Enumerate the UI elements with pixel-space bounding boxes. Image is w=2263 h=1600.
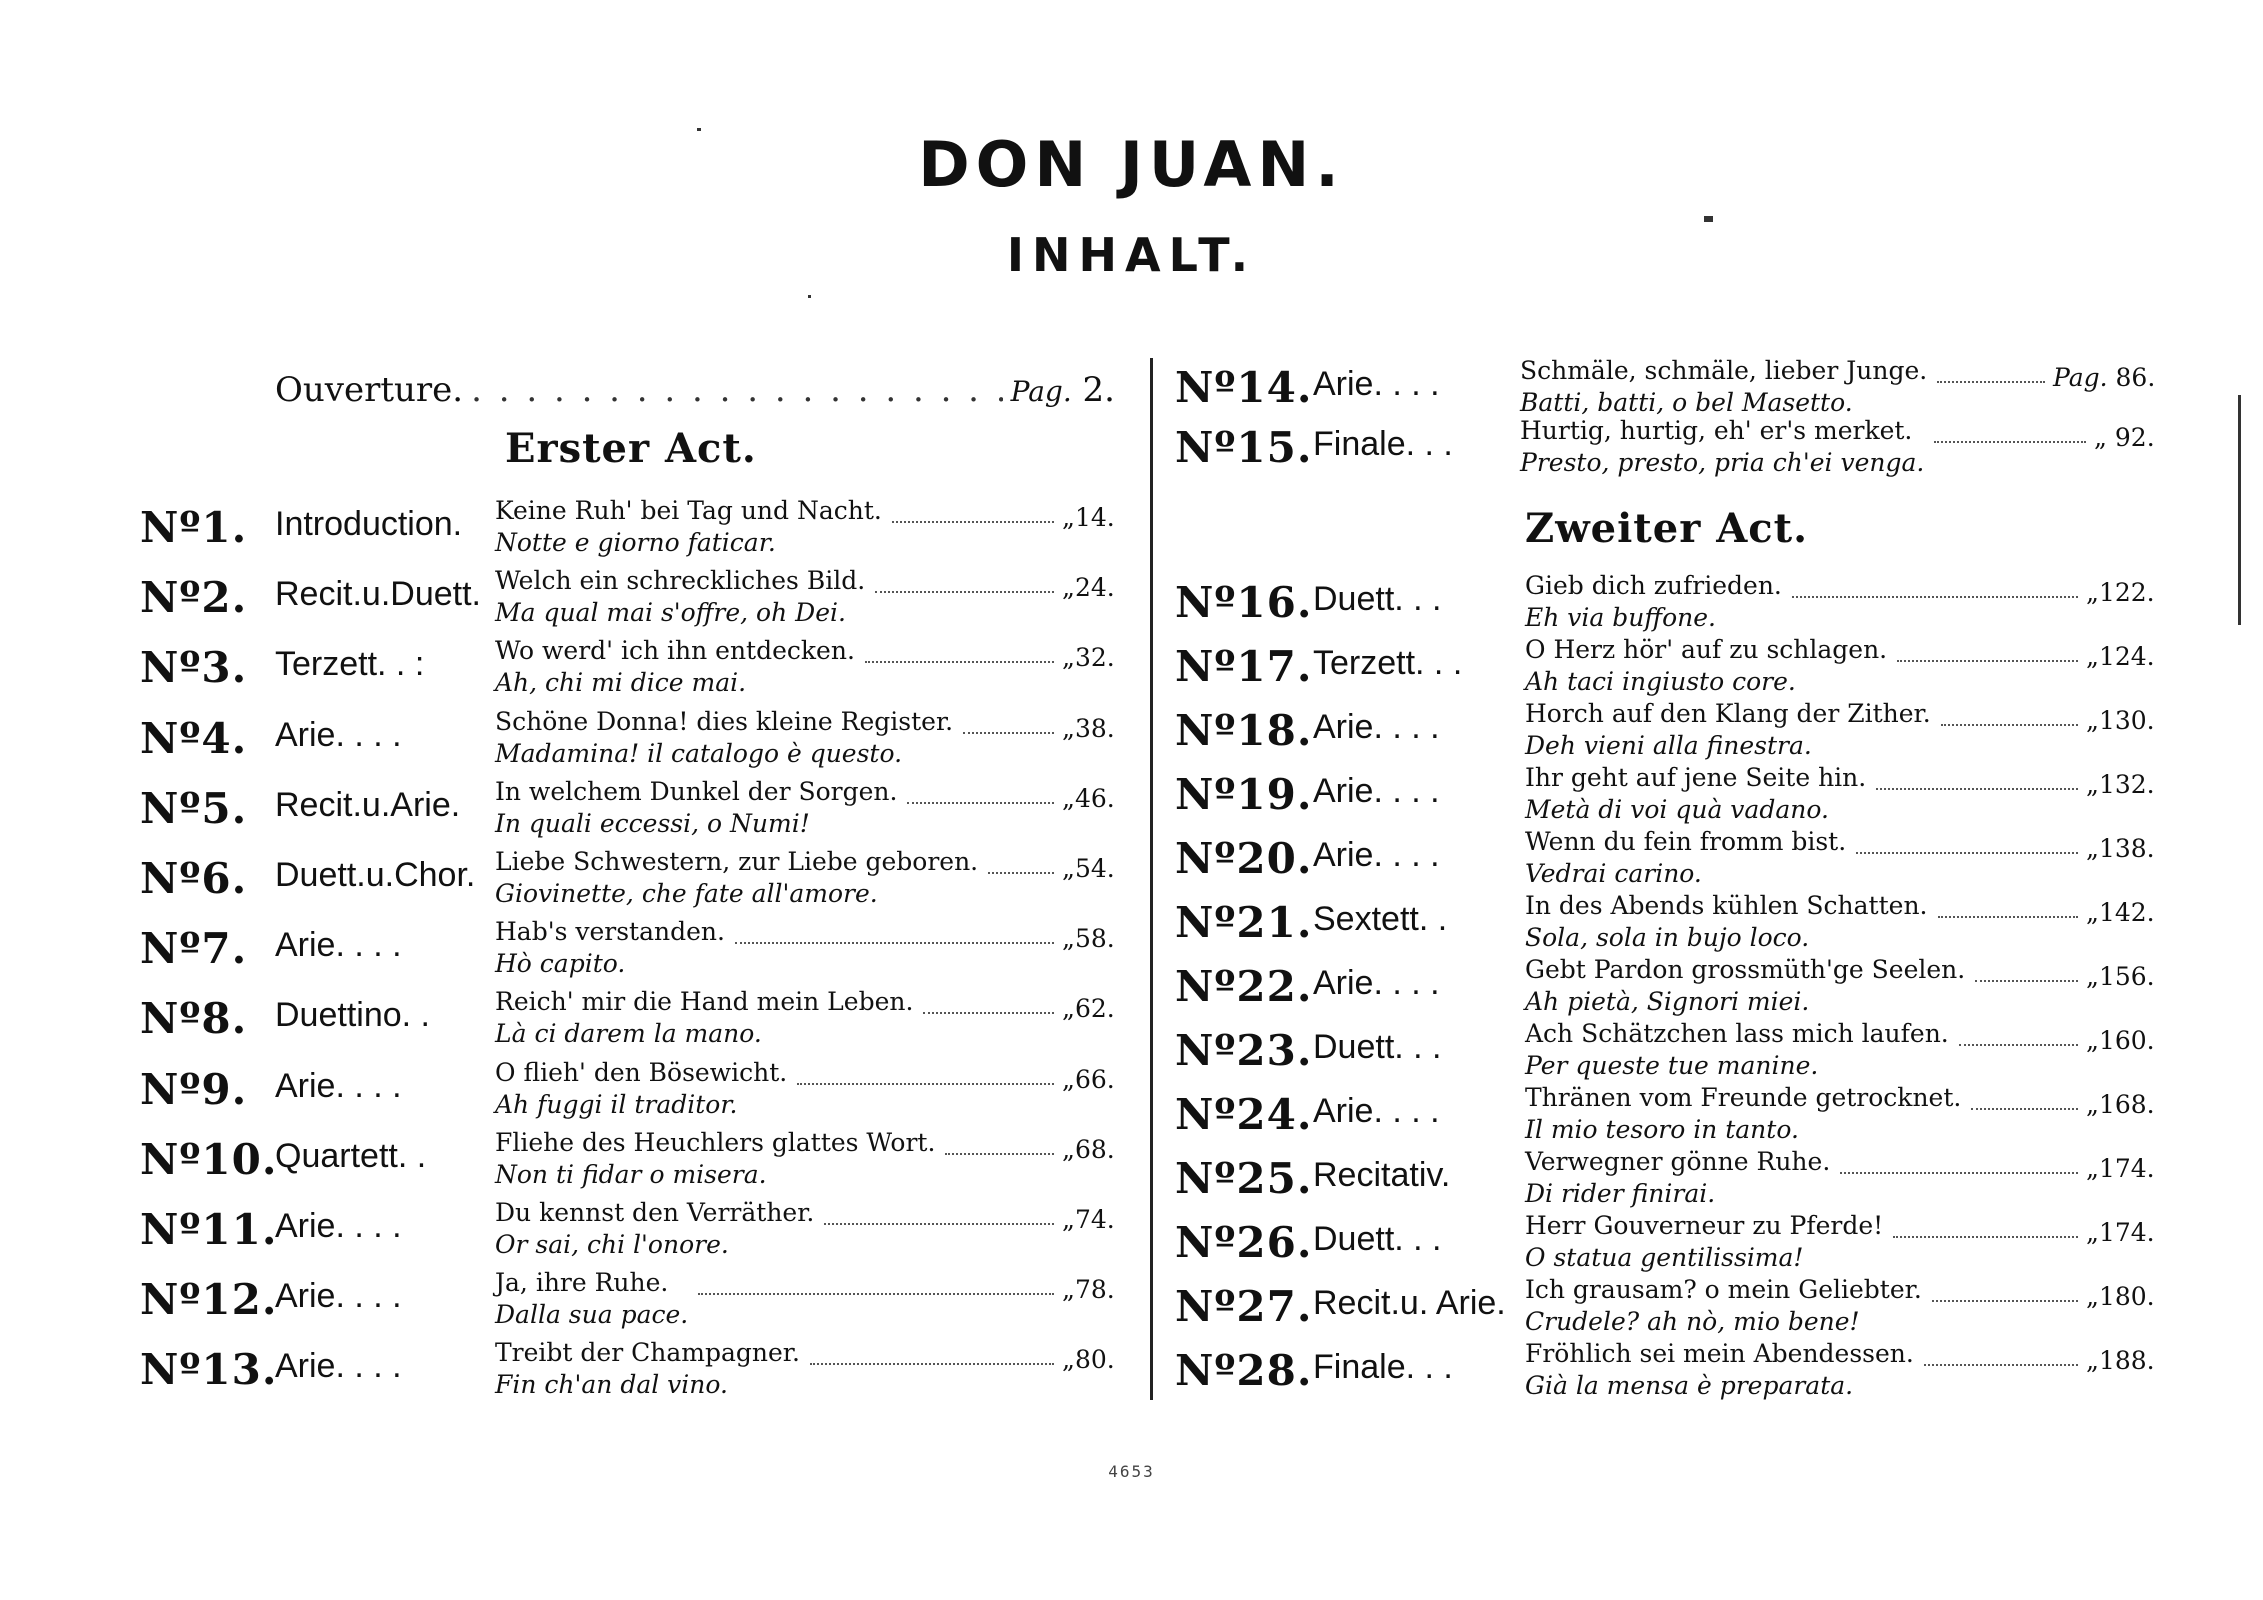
- page-value: „66.: [1062, 1064, 1115, 1094]
- page-number: [1062, 1065, 1115, 1094]
- entry-type: Arie. . . .: [275, 926, 402, 965]
- italian-title: Non ti fidar o misera.: [495, 1159, 767, 1189]
- entry-number: Nº2.: [140, 573, 248, 623]
- entry-number: Nº8.: [140, 994, 248, 1044]
- entry-type: Duettino. .: [275, 996, 430, 1035]
- page-value: „ 92.: [2094, 423, 2155, 452]
- entry-titles: [495, 1197, 814, 1261]
- page-value: „156.: [2086, 962, 2155, 991]
- toc-entry: [1175, 826, 2155, 892]
- entry-number: Nº25.: [1175, 1154, 1313, 1203]
- dot-leader: [810, 1363, 1054, 1365]
- page-value: „62.: [1062, 994, 1115, 1024]
- german-title: Ja, ihre Ruhe.: [495, 1268, 669, 1298]
- entry-type: Duett.u.Chor.: [275, 856, 476, 894]
- page-number: [2086, 578, 2155, 607]
- entry-titles: [1525, 1210, 1883, 1274]
- german-title: Hurtig, hurtig, eh' er's merket.: [1520, 416, 1913, 445]
- page-value: „80.: [1062, 1345, 1115, 1375]
- page-number: [2086, 1282, 2155, 1311]
- entry-number: Nº1.: [140, 503, 248, 552]
- entry-type: Duett. . .: [1313, 1028, 1442, 1066]
- entry-titles: [495, 846, 978, 910]
- page-value: „188.: [2086, 1346, 2155, 1375]
- italian-title: Presto, presto, pria ch'ei venga.: [1520, 448, 1925, 477]
- entry-titles: [1525, 954, 1965, 1018]
- italian-title: Or sai, chi l'onore.: [495, 1230, 729, 1259]
- dot-leader: [1938, 916, 2078, 918]
- entry-number: Nº12.: [140, 1275, 278, 1325]
- german-title: Schmäle, schmäle, lieber Junge.: [1520, 356, 1928, 385]
- page-value: „24.: [1062, 573, 1115, 603]
- page-title: DON JUAN.: [918, 128, 1345, 201]
- page-number: [1062, 1345, 1115, 1374]
- page-number: [1062, 573, 1115, 602]
- entry-type: Arie. . . .: [1313, 772, 1440, 810]
- italian-title: Hò capito.: [495, 949, 626, 979]
- page-value: 86.: [2115, 363, 2156, 392]
- entry-titles: [495, 565, 865, 629]
- dot-leader: [735, 942, 1054, 944]
- entry-number: Nº9.: [140, 1064, 248, 1114]
- page-value: „54.: [1062, 854, 1115, 883]
- entry-type: Arie. . . .: [1313, 836, 1440, 874]
- german-title: Reich' mir die Hand mein Leben.: [495, 987, 914, 1017]
- page-prefix: Pag.: [1010, 375, 1072, 408]
- entry-type: Finale. . .: [1313, 1348, 1453, 1386]
- entry-type: Terzett. . .: [1313, 644, 1463, 682]
- german-title: Ihr geht auf jene Seite hin.: [1525, 763, 1867, 792]
- dot-leader: [1937, 381, 2045, 383]
- entry-type: Recitativ.: [1313, 1156, 1451, 1194]
- entry-number: Nº19.: [1175, 770, 1313, 819]
- entry-type: Arie. . . .: [1313, 708, 1440, 746]
- catalog-number: 4653: [1108, 1462, 1155, 1481]
- page-number: [2086, 1218, 2155, 1247]
- german-title: In des Abends kühlen Schatten.: [1525, 891, 1928, 920]
- entry-titles: [495, 1127, 935, 1191]
- german-title: Fliehe des Heuchlers glattes Wort.: [495, 1127, 936, 1157]
- entry-titles: [1525, 1146, 1830, 1210]
- italian-title: Batti, batti, o bel Masetto.: [1520, 388, 1853, 417]
- page-value: „142.: [2086, 898, 2155, 927]
- entry-titles: [495, 776, 897, 840]
- italian-title: Metà di voi quà vadano.: [1525, 795, 1829, 824]
- entry-titles: [495, 635, 855, 699]
- dot-leader: [907, 802, 1054, 804]
- toc-entry: [1175, 634, 2155, 700]
- dot-leader: [1975, 980, 2078, 982]
- overture-line: [275, 370, 1115, 410]
- page-number: [2086, 770, 2155, 799]
- dot-leader: [1897, 660, 2078, 662]
- german-title: Du kennst den Verräther.: [495, 1198, 815, 1227]
- dot-leader: [875, 591, 1054, 593]
- italian-title: Ma qual mai s'offre, oh Dei.: [495, 598, 846, 628]
- entry-titles: [1525, 826, 1846, 890]
- page-number: [2086, 962, 2155, 991]
- page-value: „68.: [1062, 1134, 1115, 1164]
- page-number: [2086, 1346, 2155, 1375]
- entry-titles: [495, 1337, 800, 1401]
- entry-titles: [1520, 355, 1927, 419]
- entry-number: Nº6.: [140, 854, 248, 903]
- page-value: „138.: [2086, 834, 2155, 863]
- toc-entry: [140, 916, 1115, 982]
- page-value: „180.: [2086, 1282, 2155, 1311]
- entry-number: Nº4.: [140, 713, 248, 763]
- entry-type: Arie. . . .: [1313, 1092, 1440, 1130]
- italian-title: Crudele? ah nò, mio bene!: [1525, 1307, 1860, 1336]
- entry-titles: [495, 1267, 688, 1331]
- german-title: Verwegner gönne Ruhe.: [1525, 1147, 1831, 1176]
- entry-type: Arie. . . .: [275, 715, 402, 754]
- italian-title: Vedrai carino.: [1525, 859, 1702, 888]
- toc-entry: [1175, 1082, 2155, 1148]
- entry-titles: [1525, 634, 1887, 698]
- act-one-heading: Erster Act.: [505, 425, 757, 472]
- german-title: Gieb dich zufrieden.: [1525, 571, 1782, 600]
- entry-titles: [1520, 415, 1924, 479]
- german-title: Fröhlich sei mein Abendessen.: [1525, 1339, 1914, 1368]
- toc-entry: [140, 635, 1115, 701]
- entry-number: Nº17.: [1175, 642, 1313, 691]
- dot-leader: [865, 661, 1054, 663]
- german-title: O Herz hör' auf zu schlagen.: [1525, 635, 1888, 664]
- dot-leader: [923, 1012, 1054, 1014]
- page-number: [2086, 834, 2155, 863]
- toc-entry: [140, 706, 1115, 772]
- page-value: „46.: [1062, 783, 1115, 813]
- page-value: „160.: [2086, 1026, 2155, 1055]
- page-value: „168.: [2086, 1090, 2155, 1119]
- toc-entry: [1175, 1018, 2155, 1084]
- entry-number: Nº24.: [1175, 1090, 1313, 1139]
- toc-entry: [140, 1127, 1115, 1193]
- dot-leader: [1792, 596, 2078, 598]
- german-title: Welch ein schreckliches Bild.: [495, 566, 866, 596]
- toc-entry: [140, 1197, 1115, 1263]
- contents-heading: INHALT.: [1006, 228, 1257, 282]
- entry-titles: [1525, 1338, 1914, 1402]
- entry-titles: [495, 986, 913, 1050]
- page-number: [2086, 1090, 2155, 1119]
- entry-number: Nº5.: [140, 783, 248, 833]
- italian-title: Eh via buffone.: [1525, 603, 1716, 632]
- entry-number: Nº16.: [1175, 578, 1313, 627]
- dot-leader: [963, 732, 1054, 734]
- page-number: [2086, 1026, 2155, 1055]
- page-value: „14.: [1062, 503, 1115, 532]
- column-divider: [1150, 358, 1153, 1400]
- entry-type: Arie. . . .: [275, 1277, 402, 1316]
- german-title: Ich grausam? o mein Geliebter.: [1525, 1275, 1922, 1304]
- toc-entry: [140, 1057, 1115, 1123]
- entry-titles: [495, 706, 953, 770]
- german-title: Wo werd' ich ihn entdecken.: [495, 636, 855, 666]
- italian-title: Fin ch'an dal vino.: [495, 1370, 728, 1400]
- entry-type: Introduction.: [275, 505, 463, 543]
- page-number: [1062, 994, 1115, 1023]
- entry-number: Nº10.: [140, 1134, 278, 1184]
- italian-title: Giovinette, che fate all'amore.: [495, 879, 878, 908]
- page-value: „32.: [1062, 643, 1115, 673]
- german-title: O flieh' den Bösewicht.: [495, 1057, 788, 1087]
- toc-entry: [140, 846, 1115, 912]
- entry-number: Nº7.: [140, 924, 248, 974]
- page-number: [2053, 363, 2155, 392]
- page-number: [1062, 1135, 1115, 1164]
- entry-titles: [1525, 762, 1866, 826]
- entry-number: Nº15.: [1175, 423, 1313, 472]
- toc-entry: [140, 1267, 1115, 1333]
- italian-title: Già la mensa è preparata.: [1525, 1371, 1854, 1400]
- italian-title: Dalla sua pace.: [495, 1300, 689, 1330]
- entry-type: Arie. . . .: [1313, 365, 1440, 403]
- german-title: Liebe Schwestern, zur Liebe geboren.: [495, 847, 979, 876]
- dot-leader: [824, 1223, 1054, 1225]
- italian-title: Ah taci ingiusto core.: [1525, 667, 1796, 696]
- entry-titles: [495, 916, 725, 980]
- german-title: Gebt Pardon grossmüth'ge Seelen.: [1525, 955, 1966, 984]
- entry-titles: [1525, 570, 1782, 634]
- scan-speck: [808, 295, 811, 298]
- dot-leader: [1934, 441, 2086, 443]
- page-value: „124.: [2086, 642, 2155, 671]
- toc-entry: [1175, 698, 2155, 764]
- page-number: [2086, 706, 2155, 735]
- german-title: Ach Schätzchen lass mich laufen.: [1525, 1019, 1949, 1048]
- dot-leader: [1856, 852, 2078, 854]
- italian-title: Di rider finirai.: [1525, 1179, 1716, 1208]
- italian-title: Ah pietà, Signori miei.: [1525, 987, 1810, 1016]
- german-title: Horch auf den Klang der Zither.: [1525, 699, 1931, 728]
- page-number: [2086, 642, 2155, 671]
- entry-number: Nº14.: [1175, 363, 1313, 412]
- german-title: In welchem Dunkel der Sorgen.: [495, 776, 898, 806]
- italian-title: Deh vieni alla finestra.: [1525, 731, 1812, 760]
- entry-type: Arie. . . .: [275, 1347, 402, 1386]
- entry-titles: [1525, 890, 1928, 954]
- scan-speck: [697, 128, 701, 131]
- page-number: [1062, 714, 1115, 743]
- scan-speck: [1704, 216, 1713, 222]
- dot-leader: [1893, 1236, 2078, 1238]
- german-title: Thränen vom Freunde getrocknet.: [1525, 1083, 1962, 1112]
- italian-title: Sola, sola in bujo loco.: [1525, 923, 1810, 952]
- entry-type: Terzett. . :: [275, 645, 425, 684]
- entry-titles: [495, 1057, 787, 1121]
- dot-leader: [1971, 1108, 2078, 1110]
- page-number: [1062, 854, 1115, 883]
- entry-number: Nº22.: [1175, 962, 1313, 1011]
- entry-type: Sextett. .: [1313, 900, 1448, 938]
- entry-number: Nº11.: [140, 1205, 278, 1254]
- entry-type: Duett. . .: [1313, 580, 1442, 618]
- entry-number: Nº28.: [1175, 1346, 1313, 1395]
- dot-leader: [1932, 1300, 2078, 1302]
- entry-type: Quartett. .: [275, 1136, 427, 1175]
- page-value: „78.: [1062, 1275, 1115, 1305]
- italian-title: Ah fuggi il traditor.: [495, 1089, 738, 1119]
- entry-number: Nº26.: [1175, 1218, 1313, 1267]
- toc-entry: [140, 565, 1115, 631]
- entry-number: Nº27.: [1175, 1282, 1313, 1331]
- italian-title: Ah, chi mi dice mai.: [495, 668, 747, 698]
- dot-leader: [1840, 1172, 2078, 1174]
- german-title: Hab's verstanden.: [495, 917, 725, 947]
- overture-label: Ouverture.: [275, 370, 464, 410]
- page-number: [1062, 643, 1115, 672]
- dot-leader: [1959, 1044, 2078, 1046]
- page-value: „58.: [1062, 924, 1115, 954]
- toc-entry: [1175, 890, 2155, 956]
- dot-leader: [1876, 788, 2078, 790]
- entry-type: Arie. . . .: [275, 1207, 402, 1245]
- toc-entry: [1175, 355, 2155, 421]
- entry-number: Nº21.: [1175, 898, 1313, 947]
- italian-title: Madamina! il catalogo è questo.: [495, 738, 903, 768]
- page-value: „174.: [2086, 1154, 2155, 1183]
- page-value: „74.: [1062, 1205, 1115, 1234]
- entry-number: Nº18.: [1175, 706, 1313, 755]
- german-title: Keine Ruh' bei Tag und Nacht.: [495, 496, 882, 525]
- german-title: Schöne Donna! dies kleine Register.: [495, 706, 954, 736]
- toc-entry: [1175, 415, 2155, 481]
- page-number: [2086, 1154, 2155, 1183]
- dot-leader: [471, 370, 1003, 410]
- page-number: [1062, 503, 1115, 532]
- entry-type: Duett. . .: [1313, 1220, 1442, 1258]
- page-number: [1062, 784, 1115, 813]
- toc-entry: [1175, 1146, 2155, 1212]
- page-number: [2094, 423, 2155, 452]
- page-value: „122.: [2086, 578, 2155, 607]
- entry-titles: [1525, 1274, 1922, 1338]
- entry-type: Recit.u.Arie.: [275, 785, 461, 824]
- italian-title: In quali eccessi, o Numi!: [495, 808, 810, 838]
- entry-type: Arie. . . .: [1313, 964, 1440, 1002]
- toc-entry: [1175, 1210, 2155, 1276]
- italian-title: Là ci darem la mano.: [495, 1019, 762, 1049]
- entry-titles: [1525, 1082, 1961, 1146]
- entry-type: Recit.u.Duett.: [275, 575, 481, 614]
- toc-entry: [1175, 954, 2155, 1020]
- german-title: Herr Gouverneur zu Pferde!: [1525, 1211, 1884, 1240]
- entry-type: Arie. . . .: [275, 1066, 402, 1105]
- toc-entry: [1175, 762, 2155, 828]
- page-number: [2086, 898, 2155, 927]
- toc-entry: [140, 495, 1115, 561]
- toc-entry: [1175, 570, 2155, 636]
- toc-entry: [1175, 1274, 2155, 1340]
- page-value: „132.: [2086, 770, 2155, 799]
- german-title: Treibt der Champagner.: [495, 1338, 800, 1368]
- dot-leader: [698, 1293, 1054, 1295]
- page-number: [1062, 1205, 1115, 1234]
- dot-leader: [1924, 1364, 2078, 1366]
- toc-entry: [140, 1337, 1115, 1403]
- entry-titles: [495, 495, 882, 559]
- entry-number: Nº23.: [1175, 1026, 1313, 1075]
- page-value: „130.: [2086, 706, 2155, 735]
- italian-title: Notte e giorno faticar.: [495, 528, 776, 557]
- dot-leader: [1941, 724, 2078, 726]
- italian-title: Il mio tesoro in tanto.: [1525, 1115, 1799, 1144]
- dot-leader: [988, 872, 1054, 874]
- page-value: „174.: [2086, 1218, 2155, 1247]
- dot-leader: [797, 1083, 1054, 1085]
- dot-leader: [945, 1153, 1054, 1155]
- page-number: [1062, 1275, 1115, 1304]
- entry-titles: [1525, 698, 1931, 762]
- page-value: „38.: [1062, 713, 1115, 743]
- page-prefix: Pag.: [2053, 363, 2108, 392]
- page-number: [1062, 924, 1115, 953]
- german-title: Wenn du fein fromm bist.: [1525, 827, 1847, 856]
- dot-leader: [892, 521, 1054, 523]
- entry-number: Nº3.: [140, 643, 248, 693]
- act-two-heading: Zweiter Act.: [1525, 505, 1808, 552]
- italian-title: O statua gentilissima!: [1525, 1243, 1804, 1272]
- entry-number: Nº13.: [140, 1345, 278, 1395]
- entry-type: Recit.u. Arie.: [1313, 1284, 1506, 1322]
- italian-title: Per queste tue manine.: [1525, 1051, 1819, 1080]
- toc-entry: [140, 986, 1115, 1052]
- entry-titles: [1525, 1018, 1949, 1082]
- toc-entry: [140, 776, 1115, 842]
- scan-edge-mark: [2238, 395, 2241, 625]
- toc-entry: [1175, 1338, 2155, 1404]
- entry-type: Finale. . .: [1313, 425, 1453, 463]
- overture-page: 2.: [1082, 370, 1115, 410]
- entry-number: Nº20.: [1175, 834, 1313, 883]
